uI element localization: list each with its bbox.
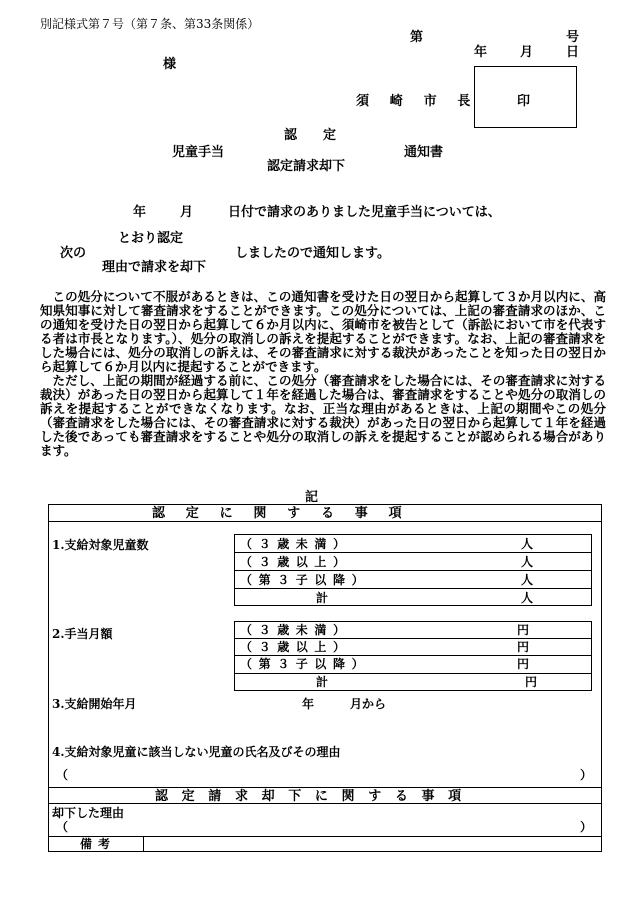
title-right: 通知書: [404, 145, 444, 160]
item2-row-unit: 円: [517, 640, 530, 654]
approval-section-header: 認定に関する事項: [152, 506, 423, 521]
divider: [234, 570, 592, 571]
date-year: 年: [474, 45, 488, 60]
title-approval: 認 定: [284, 128, 337, 143]
addressee-suffix: 様: [163, 57, 177, 72]
item4-open-paren: （: [56, 768, 69, 782]
divider: [143, 836, 144, 852]
item2-row-label: （３歳以上）: [240, 640, 352, 654]
request-year: 年: [133, 205, 147, 220]
item1-row-label: （３歳未満）: [240, 537, 352, 551]
divider: [234, 673, 592, 674]
item1-label: 1.支給対象児童数: [52, 538, 149, 552]
item2-total-unit: 円: [525, 675, 538, 689]
divider: [234, 638, 592, 639]
rejection-reason-label: 却下した理由: [52, 806, 125, 820]
request-month: 月: [180, 205, 194, 220]
number-prefix: 第: [410, 30, 424, 45]
divider: [48, 836, 602, 837]
title-left: 児童手当: [172, 145, 225, 160]
notice-paragraph-2: ただし、上記の期間が経過する前に、この処分（審査請求をした場合には、その審査請求に対する裁決）があった日の翌日から起算して１年を経過した場合は、審査請求をすることや処分の取消しの訴えを提起することができなくなります。なお、正当な理由があるときは、上記の期間やこの処分（審査請求をした場合には、その審査請求に対する裁決）があった日の翌日から起算して１年を経過した後であっても審査請求をすることや処分の取消しの訴えを提起することが認められる場合があります。: [40, 373, 606, 458]
item2-row-unit: 円: [517, 657, 530, 671]
rejection-open-paren: （: [56, 820, 69, 834]
divider: [234, 588, 592, 589]
result-lead: 次の: [60, 246, 87, 261]
divider: [48, 787, 602, 788]
item1-row-label: （第３子以降）: [240, 573, 371, 587]
item1-row-unit: 人: [521, 555, 534, 569]
result-option-approve: とおり認定: [118, 231, 184, 246]
item2-label: 2.手当月額: [52, 627, 113, 641]
ki-mark: 記: [305, 490, 319, 505]
item4-close-paren: ）: [580, 768, 593, 782]
item2-row-label: （第３子以降）: [240, 657, 371, 671]
item3-month-from: 月から: [350, 697, 387, 711]
item1-row-unit: 人: [521, 573, 534, 587]
form-label: 別記様式第７号（第７条、第33条関係）: [40, 17, 260, 31]
item3-label: 3.支給開始年月: [52, 697, 137, 711]
item3-year: 年: [302, 697, 315, 711]
date-month: 月: [520, 45, 534, 60]
item4-label: 4.支給対象児童に該当しない児童の氏名及びその理由: [52, 745, 341, 759]
notice-text: [40, 290, 606, 458]
divider: [234, 655, 592, 656]
item1-row-label: （３歳以上）: [240, 555, 352, 569]
rejection-section-header: 認定請求却下に関する事項: [155, 789, 475, 804]
item1-total-label: 計: [316, 591, 329, 605]
divider: [48, 521, 602, 522]
remarks-label: 備考: [80, 837, 117, 851]
title-rejection: 認定請求却下: [267, 159, 346, 174]
date-day: 日: [566, 45, 580, 60]
item2-row-label: （３歳未満）: [240, 623, 352, 637]
notice-paragraph-1: この処分について不服があるときは、この通知書を受けた日の翌日から起算して３か月以内に、高知県知事に対して審査請求をすることができます。この処分については、上記の審査請求のほか、この通知を受けた日の翌日から起算して６か月以内に、須崎市を被告として（訴訟において市を代表する者は市長となります。）、処分の取消しの訴えを提起することができます。なお、上記の審査請求をした場合には、処分の取消しの訴えは、その審査請求に対する裁決があったことを知った日の翌日から起算して６か月以内に提起することができます。: [40, 289, 606, 374]
divider: [234, 552, 592, 553]
issuer-title: 須 崎 市 長: [356, 94, 475, 109]
rejection-close-paren: ）: [580, 820, 593, 834]
number-suffix: 号: [566, 30, 580, 45]
item2-total-label: 計: [316, 675, 329, 689]
seal-mark: 印: [517, 94, 531, 109]
item1-total-unit: 人: [521, 591, 534, 605]
result-tail: しましたので通知します。: [235, 246, 390, 261]
result-option-reject: 理由で請求を却下: [102, 260, 207, 275]
item1-row-unit: 人: [521, 537, 534, 551]
request-text: 日付で請求のありました児童手当については、: [228, 205, 501, 220]
item2-row-unit: 円: [517, 623, 530, 637]
